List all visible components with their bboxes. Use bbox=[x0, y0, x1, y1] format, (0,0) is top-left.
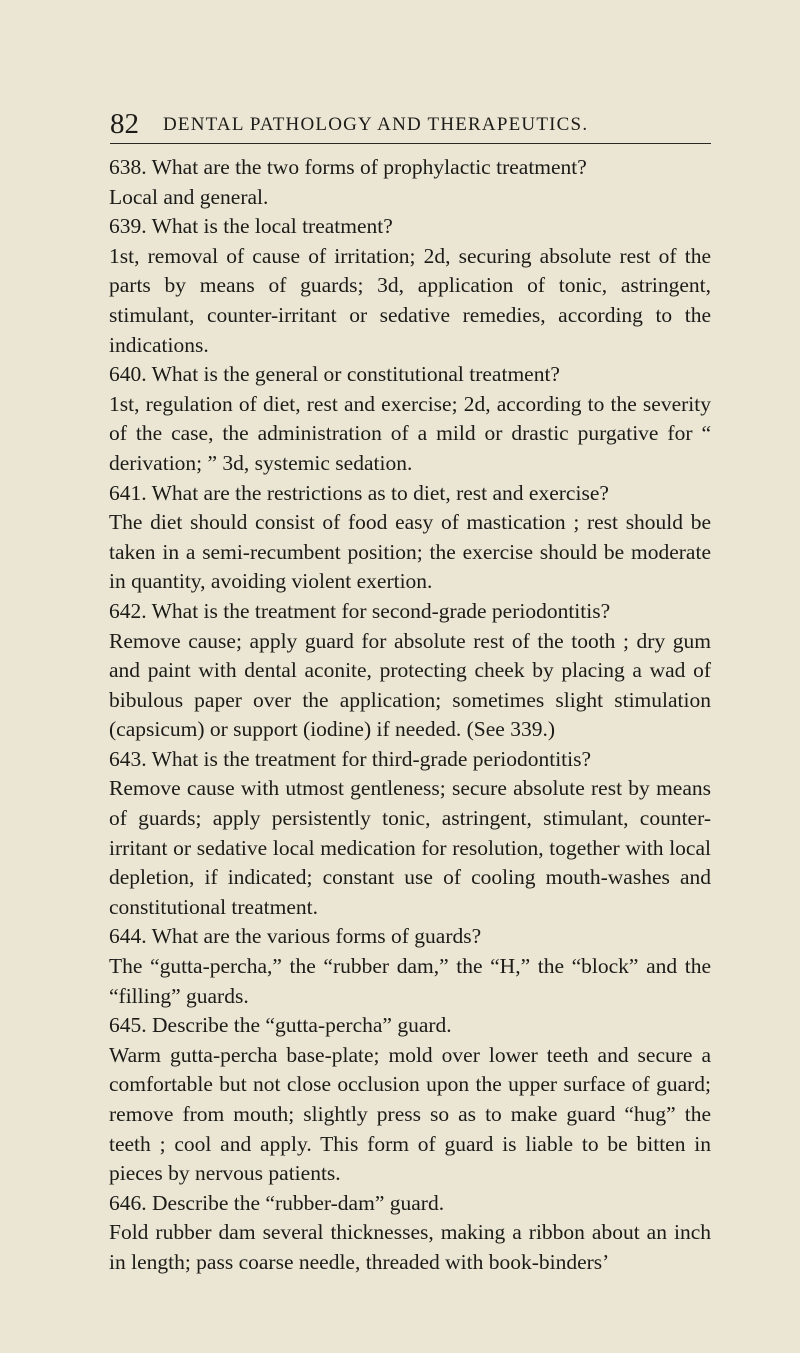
question bbox=[109, 922, 711, 952]
question-text: What is the treatment for third-grade periodontitis? bbox=[151, 746, 592, 771]
question-text: What are the two forms of prophylactic treatment? bbox=[151, 155, 587, 179]
question-number: 642. bbox=[109, 598, 147, 623]
header-rule bbox=[110, 143, 711, 144]
question-number: 640. bbox=[109, 362, 147, 387]
question-text: What is the local treatment? bbox=[151, 214, 393, 239]
running-title: DENTAL PATHOLOGY AND THERAPEUTICS. bbox=[163, 114, 589, 135]
question bbox=[109, 745, 711, 775]
question-text: What are the various forms of guards? bbox=[151, 924, 482, 949]
question bbox=[109, 597, 711, 627]
question-number: 643. bbox=[109, 746, 147, 771]
question-number: 645. bbox=[109, 1013, 147, 1038]
answer: Local and general. bbox=[109, 184, 269, 209]
question bbox=[109, 360, 711, 390]
question-number: 646. bbox=[109, 1190, 147, 1215]
question-number: 641. bbox=[109, 480, 147, 505]
question-text: What are the restrictions as to diet, rest and exercise? bbox=[151, 480, 609, 505]
answer: Remove cause; apply guard for absolute rest of the tooth ; dry gum and paint with dental aconite, protecting cheek by placing a wad of bibulous paper over the application; sometimes slight stimulation (capsicum) or support (iodine) if needed. (See 339.) bbox=[109, 628, 711, 742]
question bbox=[109, 479, 711, 509]
question-number: 638. bbox=[109, 155, 147, 179]
body-text bbox=[109, 153, 711, 1278]
question-text: Describe the “gutta-percha” guard. bbox=[152, 1013, 452, 1038]
question-number: 644. bbox=[109, 924, 147, 949]
running-head bbox=[110, 108, 710, 140]
question bbox=[109, 1189, 711, 1219]
answer: Warm gutta-percha base-plate; mold over lower teeth and secure a comfortable but not close occlusion upon the upper surface of guard; remove from mouth; slightly press so as to make guard “hug” the teeth ; cool and apply. This form of guard is liable to be bitten in pieces by nervous patients. bbox=[109, 1042, 711, 1186]
question bbox=[109, 1011, 711, 1041]
question bbox=[109, 153, 711, 183]
answer: The diet should consist of food easy of mastication ; rest should be taken in a semi-recumbent position; the exercise should be moderate in quantity, avoiding violent exertion. bbox=[109, 510, 711, 594]
answer: The “gutta-percha,” the “rubber dam,” the “H,” the “block” and the “filling” guards. bbox=[109, 954, 711, 1008]
answer: Remove cause with utmost gentleness; secure absolute rest by means of guards; apply persistently tonic, astringent, stimulant, counter-irritant or sedative local medication for resolution, together with local depletion, if indicated; constant use of cooling mouth-washes and constitutional treatment. bbox=[109, 776, 711, 919]
question-text: Describe the “rubber-dam” guard. bbox=[152, 1190, 445, 1215]
page-number: 82 bbox=[110, 108, 139, 140]
answer: 1st, removal of cause of irritation; 2d, securing absolute rest of the parts by means of guards; 3d, application of tonic, astringent, stimulant, counter-irritant or sedative remedies, according to the indications. bbox=[109, 243, 711, 357]
question-text: What is the treatment for second-grade periodontitis? bbox=[151, 598, 611, 623]
question-text: What is the general or constitutional treatment? bbox=[151, 362, 560, 387]
answer: 1st, regulation of diet, rest and exercise; 2d, according to the severity of the case, the administration of a mild or drastic purgative for “ derivation; ” 3d, systemic sedation. bbox=[109, 391, 711, 475]
question-number: 639. bbox=[109, 214, 147, 239]
answer: Fold rubber dam several thicknesses, making a ribbon about an inch in length; pass coarse needle, threaded with book-binders’ bbox=[109, 1220, 711, 1274]
question bbox=[109, 212, 711, 242]
